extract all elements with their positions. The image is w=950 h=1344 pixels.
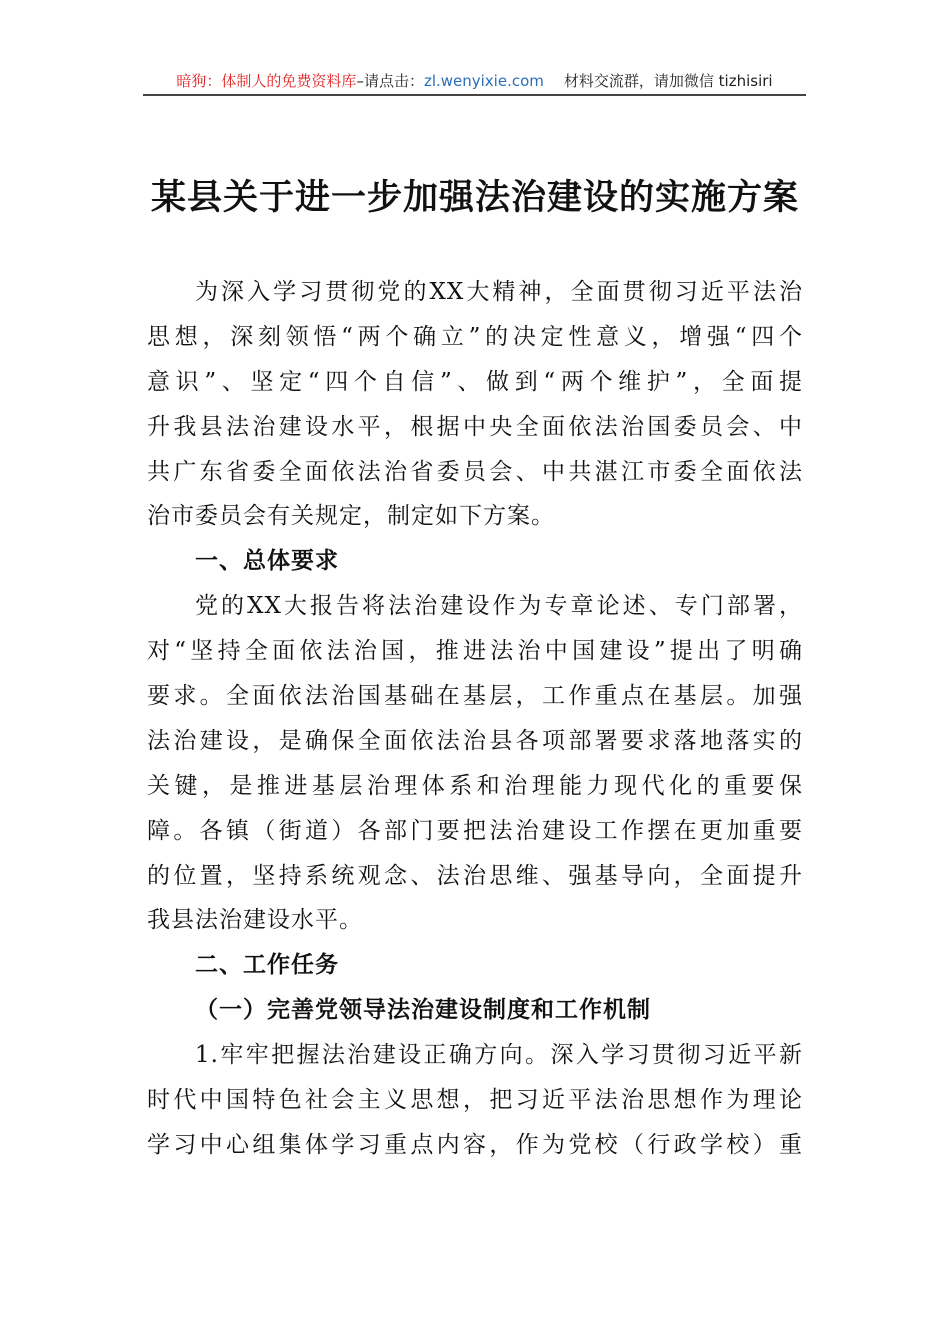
paragraph-line: 治市委员会有关规定，制定如下方案。 xyxy=(147,503,555,530)
paragraph-line: 要求。全面依法治国基础在基层，工作重点在基层。加强 xyxy=(147,683,803,710)
paragraph-line: 学习中心组集体学习重点内容，作为党校（行政学校）重 xyxy=(147,1131,803,1158)
paragraph-line: 时代中国特色社会主义思想，把习近平法治思想作为理论 xyxy=(147,1087,803,1114)
header-divider xyxy=(143,94,806,96)
paragraph-line: 我县法治建设水平。 xyxy=(147,907,363,934)
section-heading: 一、总体要求 xyxy=(195,548,339,575)
section-heading: 二、工作任务 xyxy=(195,952,339,979)
paragraph-line: 共广东省委全面依法治省委员会、中共湛江市委全面依法 xyxy=(147,458,803,485)
click-prompt: –请点击： xyxy=(356,72,424,90)
paragraph-line: 为深入学习贯彻党的XX大精神，全面贯彻习近平法治 xyxy=(195,279,803,305)
site-link[interactable]: zl.wenyixie.com xyxy=(423,72,544,90)
paragraph-line: 法治建设，是确保全面依法治县各项部署要求落地落实的 xyxy=(147,727,803,754)
paragraph-line: 的位置，坚持系统观念、法治思维、强基导向，全面提升 xyxy=(147,862,803,889)
wechat-info: 材料交流群，请加微信 tizhisiri xyxy=(563,72,773,90)
document-title: 某县关于进一步加强法治建设的实施方案 xyxy=(150,177,799,218)
paragraph-line: 关键，是推进基层治理体系和治理能力现代化的重要保 xyxy=(147,772,803,799)
paragraph-line: 1.牢牢把握法治建设正确方向。深入学习贯彻习近平新 xyxy=(195,1042,803,1069)
paragraph-line: 升我县法治建设水平，根据中央全面依法治国委员会、中 xyxy=(147,413,803,440)
paragraph-line: 意识”、坚定“四个自信”、做到“两个维护”，全面提 xyxy=(147,368,803,395)
page-header-banner xyxy=(143,68,806,94)
promo-text: 暗狗：体制人的免费资料库 xyxy=(176,72,357,90)
paragraph-line: 思想，深刻领悟“两个确立”的决定性意义，增强“四个 xyxy=(147,323,803,350)
paragraph-line: 障。各镇（街道）各部门要把法治建设工作摆在更加重要 xyxy=(147,817,803,844)
subsection-heading: （一）完善党领导法治建设制度和工作机制 xyxy=(195,996,651,1024)
document-body xyxy=(147,270,803,1168)
paragraph-line: 对“坚持全面依法治国，推进法治中国建设”提出了明确 xyxy=(147,638,803,665)
paragraph-line: 党的XX大报告将法治建设作为专章论述、专门部署， xyxy=(195,593,803,620)
